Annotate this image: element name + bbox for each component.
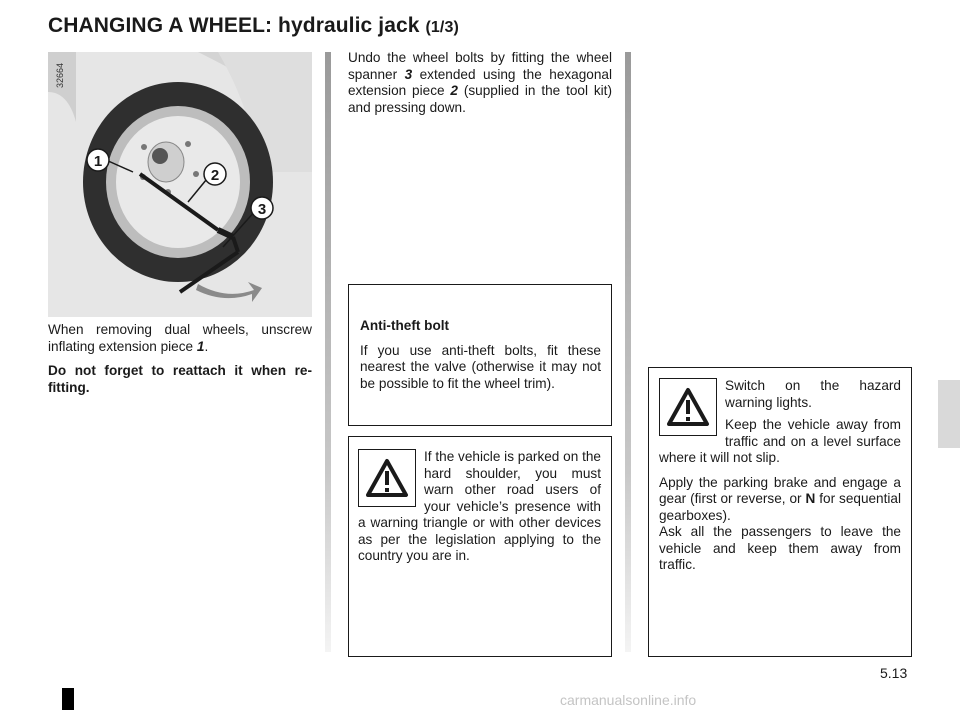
- parking-brake-text: Apply the parking brake and engage a gear (first or reverse, or N for sequential gearboxes).: [659, 474, 901, 523]
- callout-1: [87, 149, 109, 171]
- watermark-text: carmanualsonline.info: [560, 692, 697, 708]
- anti-theft-bolt-note: [348, 284, 612, 426]
- column-separator-bar: [325, 52, 331, 652]
- anti-theft-heading: Anti-theft bolt: [360, 318, 450, 333]
- hazard-safety-note: [648, 367, 912, 657]
- undo-bolts-instruction: Undo the wheel bolts by fitting the wheel spanner 3 extended using the hexagonal extension piece 2 (supplied in the tool kit) and pressing down.: [348, 50, 612, 115]
- hazard-lights-text: Switch on the hazard warning lights.: [725, 378, 901, 410]
- page-corner-mark: [62, 688, 74, 710]
- warning-triangle-icon: [358, 449, 416, 507]
- warning-triangle-note: [348, 436, 612, 657]
- section-tab-marker: [938, 380, 960, 448]
- passengers-text: Ask all the passengers to leave the vehicle and keep them away from traffic.: [659, 524, 901, 572]
- dual-wheel-note: When removing dual wheels, unscrew inflating extension piece 1.: [48, 322, 312, 354]
- warning-triangle-icon: [659, 378, 717, 436]
- warning-triangle-text: If the vehicle is parked on the hard shoulder, you must warn other road users of your vehicle’s presence with a warning triangle or with other devices as per the legislation applying to the country you are in.: [358, 449, 601, 563]
- svg-text:3: 3: [257, 201, 267, 218]
- dual-wheel-instructions: [48, 322, 312, 404]
- svg-text:1: 1: [93, 153, 103, 170]
- column-separator-bar: [625, 52, 631, 652]
- reattach-reminder: Do not forget to reattach it when re-fitting.: [48, 363, 312, 395]
- title-part-indicator: (1/3): [425, 19, 459, 36]
- wheel-spanner-illustration: [48, 52, 312, 317]
- title-main: CHANGING A WHEEL: hydraulic jack: [48, 14, 420, 37]
- anti-theft-text: If you use anti-theft bolts, fit these nearest the valve (otherwise it may not be possible to fit the wheel trim).: [360, 342, 601, 391]
- callout-3: [251, 197, 273, 219]
- callout-2: [204, 163, 226, 185]
- level-surface-text: Keep the vehicle away from traffic and on a level surface where it will not slip.: [659, 417, 901, 465]
- svg-text:2: 2: [210, 167, 220, 184]
- page-number: 5.13: [880, 665, 908, 681]
- page-title: [48, 14, 459, 38]
- figure-ref-code: 32664: [55, 62, 65, 88]
